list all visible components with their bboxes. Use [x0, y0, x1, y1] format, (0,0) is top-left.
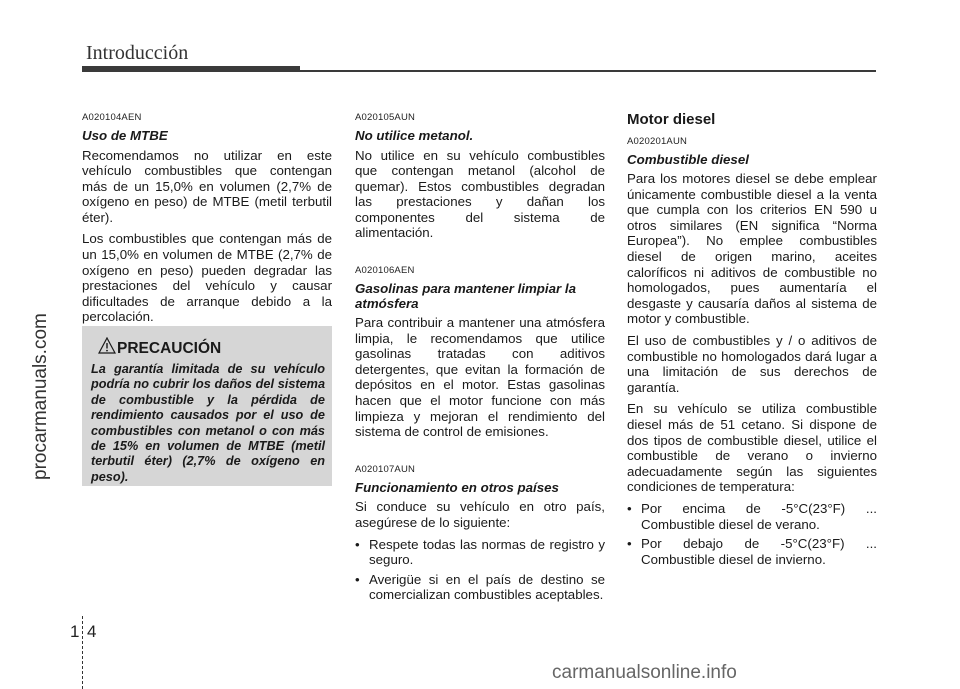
paragraph: No utilice en su vehículo combustibles que contengan metanol (alcohol de quemar). Estos combustibles degradan las prestaciones y dañan los componentes del sistema de alimentación.	[355, 147, 605, 241]
section-heading: No utilice metanol.	[355, 128, 474, 143]
paragraph: Para contribuir a mantener una atmósfera limpia, le recomendamos que utilice gasolinas tratadas con aditivos detergentes, que evitan la formación de depósitos en el motor. Estas gasolinas hacen que el motor funcione con más limpieza y mejoran el rendimiento del sistema de control de emisiones.	[355, 315, 605, 440]
column-2	[355, 112, 605, 609]
list-item: • Respete todas las normas de registro y seguro.	[355, 537, 605, 568]
paragraph: Si conduce su vehículo en otro país, asegúrese de lo siguiente:	[355, 499, 605, 530]
chapter-number: 1	[70, 622, 80, 641]
section-heading: Gasolinas para mantener limpiar la atmósfera	[355, 281, 576, 311]
header-rule-thin	[300, 70, 876, 72]
page-header-title: Introducción	[86, 42, 189, 64]
paragraph: Para los motores diesel se debe emplear únicamente combustible diesel a la venta que cumpla con los criterios EN 590 u otros similares (EN significa “Norma Europea”). No emplee combustibles diesel de origen marino, aceites caloríficos ni aditivos de combustible no homologados, pues aumentaría el desgaste y causaría daños al sistema de motor y combustible.	[627, 171, 877, 327]
paragraph: Los combustibles que contengan más de un 15,0% en volumen de MTBE (2,7% de oxígeno en peso) pueden degradar las prestaciones del vehículo y causar dificultades de arranque debido a la percolación.	[82, 231, 332, 325]
column-3	[627, 112, 877, 573]
section-code: A020106AEN	[355, 265, 415, 277]
section-code: A020201AUN	[627, 135, 688, 147]
watermark-left: procarmanuals.com	[30, 313, 51, 480]
list-item: • Por debajo de -5°C(23°F) ... Combustible diesel de invierno.	[627, 536, 877, 567]
section-code: A020104AEN	[82, 112, 142, 123]
section-heading: Funcionamiento en otros países	[355, 479, 559, 495]
watermark-bottom: carmanualsonline.info	[552, 662, 737, 683]
caution-text: La garantía limitada de su vehículo podría no cubrir los daños del sistema de combustible y la pérdida de rendimiento causados por el uso de combustibles con metanol o con más de 15% en volumen de MTBE (metil terbutil éter) (2,7% de oxígeno en peso).	[91, 362, 325, 484]
caution-box	[82, 326, 332, 486]
section-heading: Combustible diesel	[627, 151, 749, 167]
list-item: • Averigüe si en el país de destino se comercializan combustibles aceptables.	[355, 572, 605, 603]
footer-divider	[82, 616, 83, 689]
column-1	[82, 112, 332, 331]
paragraph: El uso de combustibles y / o aditivos de combustible no homologados dará lugar a una limitación de sus derechos de garantía.	[627, 333, 877, 395]
section-title: Motor diesel	[627, 111, 716, 128]
header-rule-thick	[82, 66, 300, 72]
list-item: • Por encima de -5°C(23°F) ... Combustible diesel de verano.	[627, 501, 877, 532]
section-heading: Uso de MTBE	[82, 128, 168, 143]
section-code: A020105AUN	[355, 112, 416, 123]
paragraph: En su vehículo se utiliza combustible diesel más de 51 cetano. Si dispone de dos tipos de combustible diesel, utilice el combustible de verano o invierno adecuadamente según las siguientes condiciones de temperatura:	[627, 401, 877, 495]
caution-title: PRECAUCIÓN	[117, 340, 222, 357]
section-code: A020107AUN	[355, 463, 416, 475]
bullet-list	[627, 501, 877, 567]
warning-triangle-icon	[98, 337, 116, 354]
bullet-list	[355, 537, 605, 603]
page-number: 4	[87, 622, 97, 641]
paragraph: Recomendamos no utilizar en este vehículo combustibles que contengan más de un 15,0% en volumen (2,7% de oxígeno en peso) de MTBE (metil terbutil éter).	[82, 147, 332, 225]
